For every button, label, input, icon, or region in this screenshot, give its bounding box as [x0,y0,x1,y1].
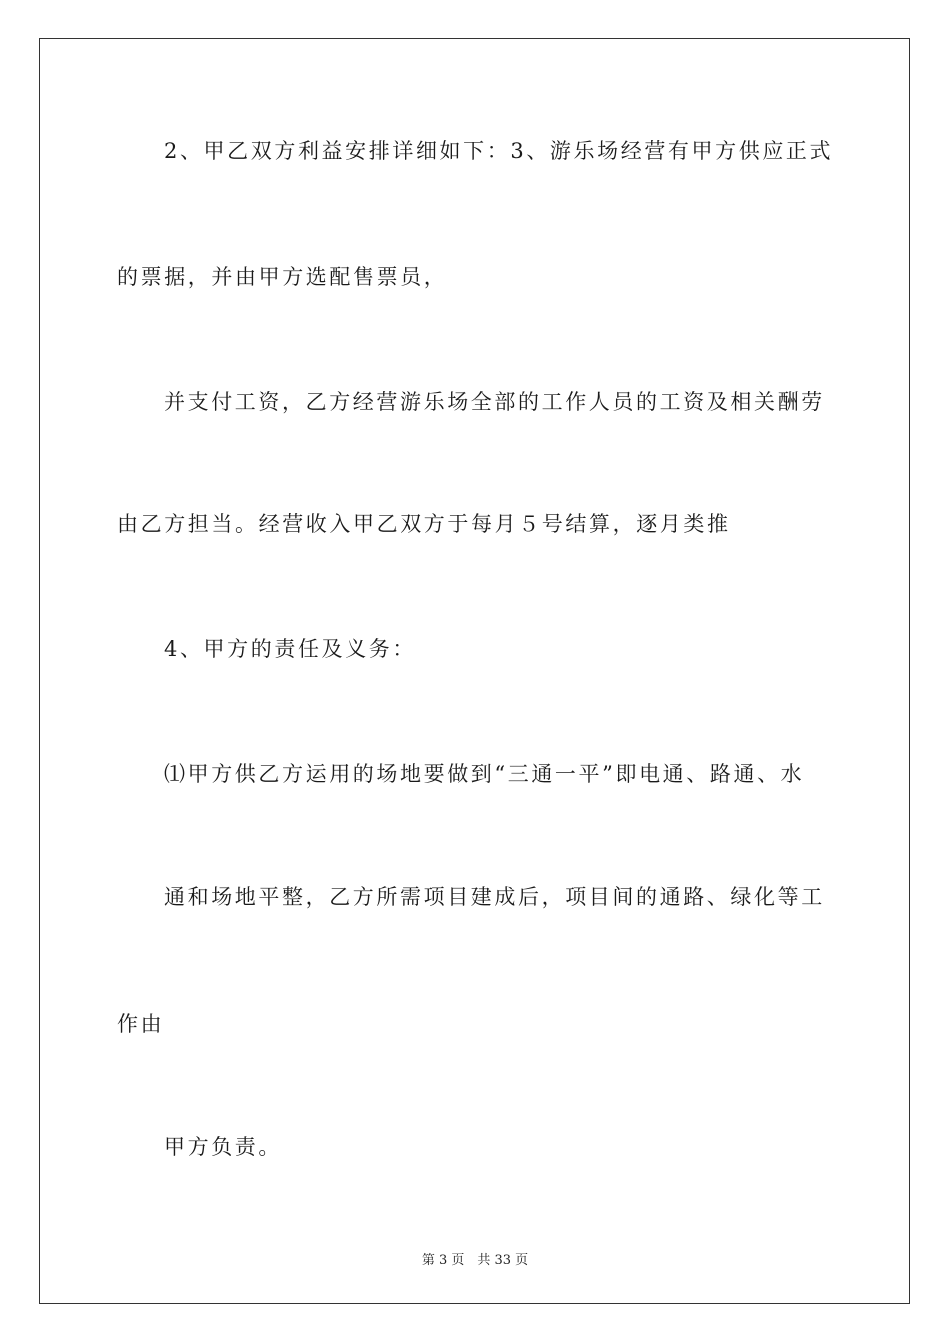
text-line-8: 作由 [117,1012,165,1036]
text-line-4: 由乙方担当。经营收入甲乙双方于每月５号结算，逐月类推 [117,512,731,536]
page-number-footer: 第 3 页 共 33 页 [421,1253,529,1268]
text-line-3: 并支付工资，乙方经营游乐场全部的工作人员的工资及相关酬劳 [164,390,825,414]
text-line-7: 通和场地平整，乙方所需项目建成后，项目间的通路、绿化等工 [164,885,825,909]
text-line-1: 2、甲乙双方利益安排详细如下：3、游乐场经营有甲方供应正式 [164,139,834,163]
text-line-9: 甲方负责。 [164,1135,282,1159]
text-line-6: ⑴甲方供乙方运用的场地要做到“三通一平”即电通、路通、水 [164,762,805,786]
text-line-5: 4、甲方的责任及义务： [164,637,416,661]
text-line-2: 的票据，并由甲方选配售票员， [117,265,448,289]
page-border [39,38,910,1304]
